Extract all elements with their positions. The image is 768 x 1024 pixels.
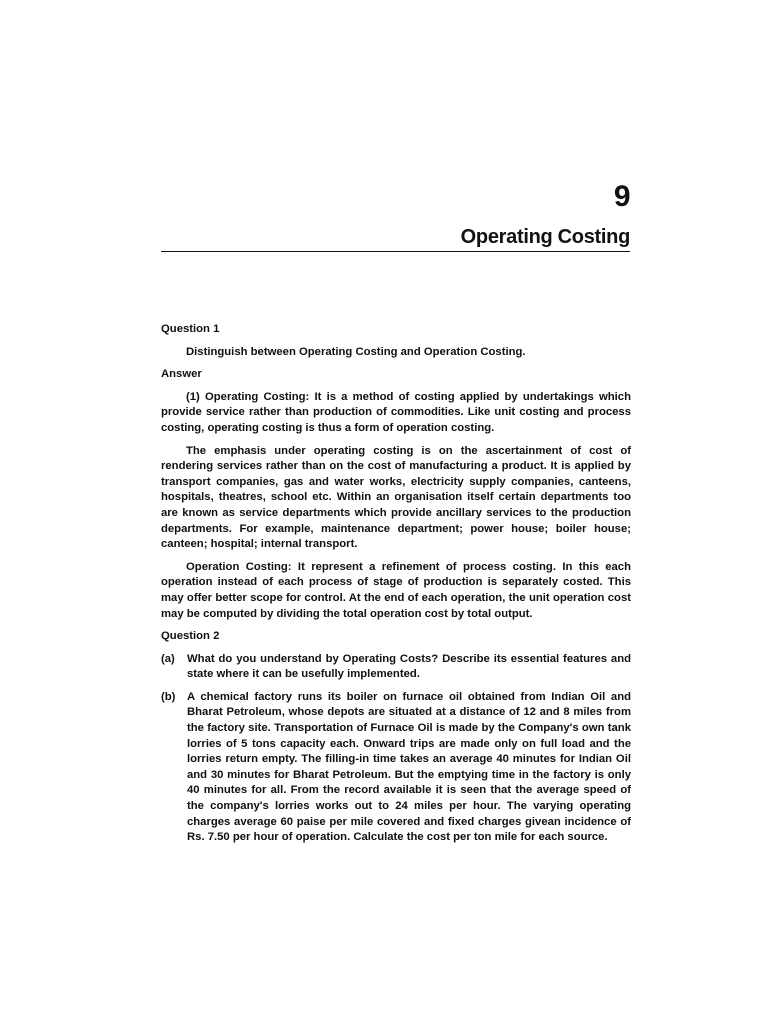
answer-paragraph-2: The emphasis under operating costing is on the ascertainment of cost of rendering services rather than on the cost of manufacturing a product. It is applied by transport companies, gas and water works, electricity supply companies, canteens, hospitals, theatres, school etc. Within an organisation itself certain departments too are known as service departments which provide ancillary services to the production departments. For example, maintenance department; power house; boiler house; canteen; hospital; internal transport.: [161, 444, 631, 551]
question-2b: [161, 690, 631, 846]
page-content: [161, 322, 631, 853]
question-2a-text: What do you understand by Operating Costs? Describe its essential features and state where it can be usefully implemented.: [187, 652, 631, 681]
chapter-title: Operating Costing: [460, 226, 630, 248]
chapter-number: 9: [613, 180, 630, 213]
question-2-heading: Question 2: [161, 630, 220, 643]
question-1-text: Distinguish between Operating Costing and Operation Costing.: [186, 345, 526, 358]
answer-heading: Answer: [161, 368, 202, 381]
answer-paragraph-1: (1) Operating Costing: It is a method of costing applied by undertakings which provide service rather than production of commodities. Like unit costing and process costing, operating costing is thus a form of operation costing.: [161, 390, 631, 434]
question-1-heading: Question 1: [161, 323, 220, 335]
question-2a: [161, 652, 631, 683]
question-2b-text: A chemical factory runs its boiler on furnace oil obtained from Indian Oil and Bharat Petroleum, whose depots are situated at a distance of 12 and 8 miles from the factory site. Transportation of Furnace Oil is made by the Company's own tank lorries of 5 tons capacity each. Onward trips are made only on full load and the lorries return empty. The filling-in time takes an average 40 minutes for Indian Oil and 30 minutes for Bharat Petroleum. But the emptying time in the factory is only 40 minutes for all. From the record available it is seen that the average speed of the company's lorries works out to 24 miles per hour. The varying operating charges average 60 paise per mile covered and fixed charges givean incidence of Rs. 7.50 per hour of operation. Calculate the cost per ton mile for each source.: [187, 690, 631, 844]
title-divider: [161, 251, 630, 252]
question-2b-marker: (b): [161, 690, 176, 703]
question-2a-marker: (a): [161, 652, 175, 665]
answer-paragraph-3: Operation Costing: It represent a refinement of process costing. In this each operation instead of each process of stage of production is separately costed. This may offer better scope for control. At the end of each operation, the unit operation cost may be computed by dividing the total operation cost by total output.: [161, 560, 631, 620]
